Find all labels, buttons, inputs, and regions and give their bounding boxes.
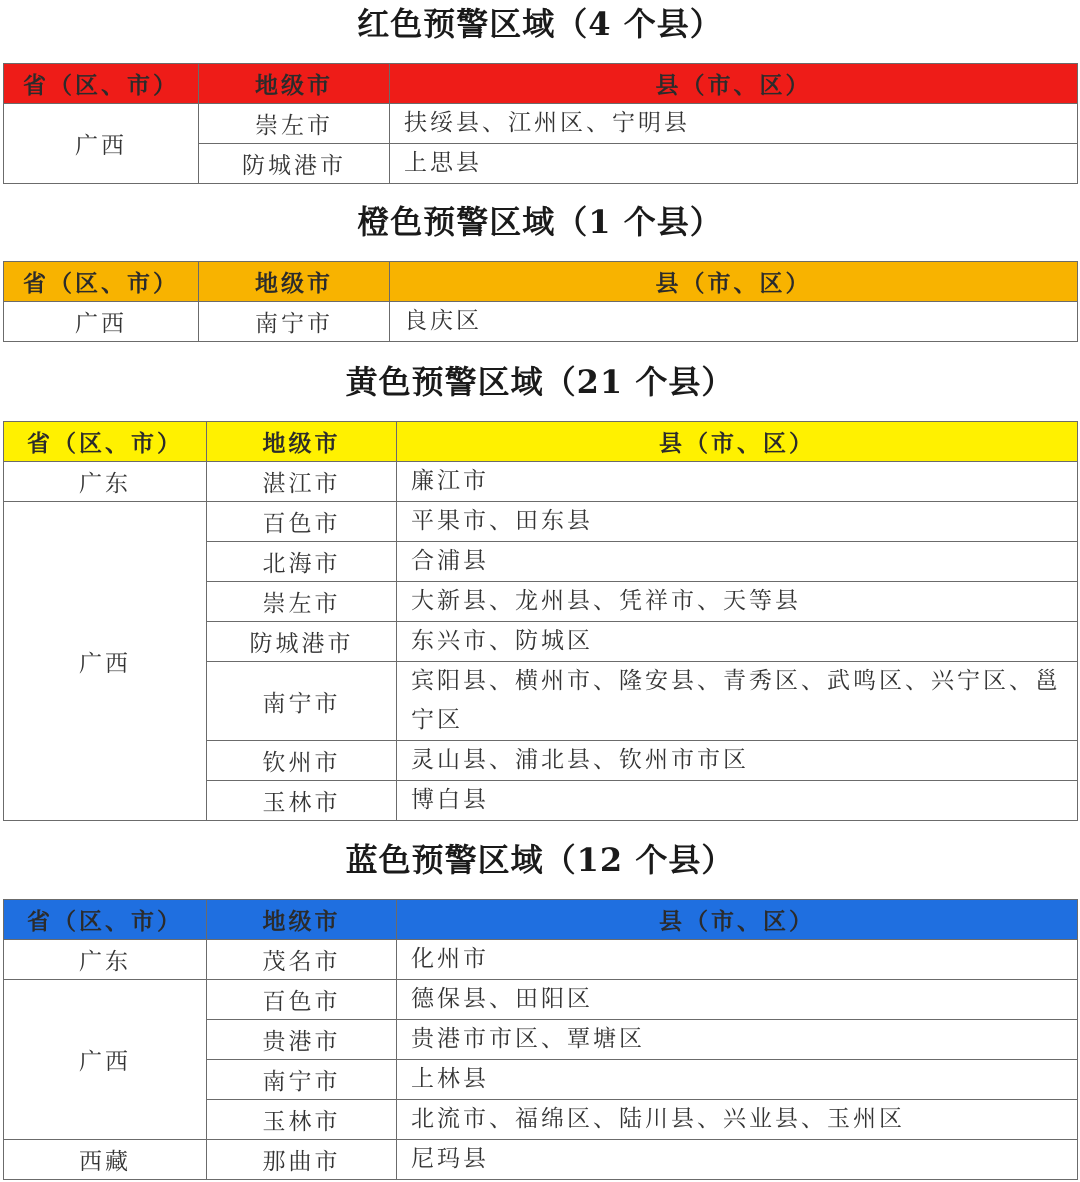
city-cell: 防城港市 (199, 144, 390, 184)
province-cell: 西藏 (4, 1140, 207, 1180)
county-cell: 扶绥县、江州区、宁明县 (390, 104, 1078, 144)
province-cell: 广西 (4, 302, 199, 342)
yellow-warning-title: 黄色预警区域（21 个县） (345, 363, 735, 401)
orange-warning-title: 橙色预警区域（1 个县） (357, 203, 723, 241)
blue-warning-table (3, 899, 1078, 1180)
city-cell: 北海市 (207, 542, 397, 582)
header-city: 地级市 (207, 422, 397, 462)
red-warning-table (3, 63, 1078, 184)
city-cell: 崇左市 (199, 104, 390, 144)
county-cell: 良庆区 (390, 302, 1078, 342)
table-row (4, 502, 1078, 542)
city-cell: 百色市 (207, 502, 397, 542)
county-cell: 平果市、田东县 (397, 502, 1078, 542)
province-cell: 广西 (4, 502, 207, 821)
county-cell: 化州市 (397, 940, 1078, 980)
header-county: 县（市、区） (390, 64, 1078, 104)
county-cell: 合浦县 (397, 542, 1078, 582)
city-cell: 防城港市 (207, 622, 397, 662)
table-row (4, 104, 1078, 144)
province-cell: 广东 (4, 462, 207, 502)
city-cell: 那曲市 (207, 1140, 397, 1180)
header-city: 地级市 (199, 64, 390, 104)
header-province: 省（区、市） (4, 64, 199, 104)
yellow-warning-table (3, 421, 1078, 821)
table-header-row (4, 262, 1078, 302)
county-cell: 上思县 (390, 144, 1078, 184)
header-county: 县（市、区） (390, 262, 1078, 302)
city-cell: 南宁市 (199, 302, 390, 342)
header-city: 地级市 (207, 900, 397, 940)
county-cell: 北流市、福绵区、陆川县、兴业县、玉州区 (397, 1100, 1078, 1140)
table-row (4, 940, 1078, 980)
header-province: 省（区、市） (4, 422, 207, 462)
city-cell: 百色市 (207, 980, 397, 1020)
county-cell: 上林县 (397, 1060, 1078, 1100)
city-cell: 钦州市 (207, 741, 397, 781)
city-cell: 贵港市 (207, 1020, 397, 1060)
orange-warning-table (3, 261, 1078, 342)
city-cell: 崇左市 (207, 582, 397, 622)
city-cell: 玉林市 (207, 781, 397, 821)
county-cell: 灵山县、浦北县、钦州市市区 (397, 741, 1078, 781)
county-cell: 廉江市 (397, 462, 1078, 502)
table-header-row (4, 900, 1078, 940)
table-row (4, 462, 1078, 502)
table-row (4, 980, 1078, 1020)
header-province: 省（区、市） (4, 900, 207, 940)
table-header-row (4, 64, 1078, 104)
city-cell: 茂名市 (207, 940, 397, 980)
header-county: 县（市、区） (397, 422, 1078, 462)
county-cell: 贵港市市区、覃塘区 (397, 1020, 1078, 1060)
red-warning-title: 红色预警区域（4 个县） (357, 5, 723, 43)
city-cell: 南宁市 (207, 662, 397, 741)
province-cell: 广西 (4, 104, 199, 184)
header-county: 县（市、区） (397, 900, 1078, 940)
county-cell: 尼玛县 (397, 1140, 1078, 1180)
table-row (4, 1140, 1078, 1180)
county-cell: 大新县、龙州县、凭祥市、天等县 (397, 582, 1078, 622)
province-cell: 广西 (4, 980, 207, 1140)
table-header-row (4, 422, 1078, 462)
county-cell: 宾阳县、横州市、隆安县、青秀区、武鸣区、兴宁区、邕宁区 (397, 662, 1078, 741)
province-cell: 广东 (4, 940, 207, 980)
county-cell: 博白县 (397, 781, 1078, 821)
county-cell: 德保县、田阳区 (397, 980, 1078, 1020)
county-cell: 东兴市、防城区 (397, 622, 1078, 662)
table-row (4, 302, 1078, 342)
blue-warning-title: 蓝色预警区域（12 个县） (345, 841, 735, 879)
city-cell: 玉林市 (207, 1100, 397, 1140)
city-cell: 湛江市 (207, 462, 397, 502)
header-city: 地级市 (199, 262, 390, 302)
header-province: 省（区、市） (4, 262, 199, 302)
city-cell: 南宁市 (207, 1060, 397, 1100)
